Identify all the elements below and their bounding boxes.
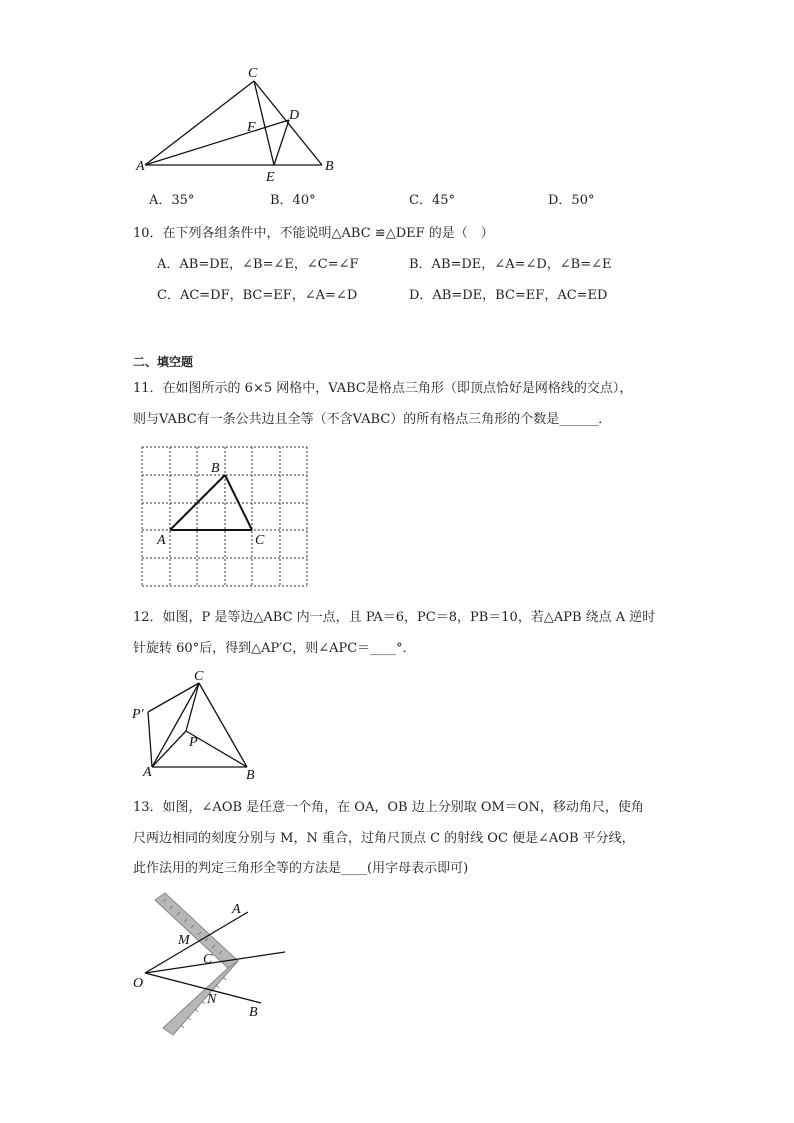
q13-line1: 13．如图，∠AOB 是任意一个角，在 OA，OB 边上分别取 OM＝ON，移动角尺，使角 bbox=[133, 800, 644, 815]
q9-label-e: E bbox=[266, 170, 275, 185]
q11-label-b: B bbox=[211, 461, 220, 476]
q12-label-p: P bbox=[189, 735, 198, 750]
q11-line1: 11．在如图所示的 6×5 网格中，VABC是格点三角形（即顶点恰好是网格线的交点）， bbox=[133, 381, 633, 396]
q9-option-b: B．40° bbox=[270, 193, 316, 208]
q10-option-c: C．AC=DF，BC=EF，∠A=∠D bbox=[157, 288, 358, 303]
q13-line3: 此作法用的判定三角形全等的方法是____(用字母表示即可) bbox=[133, 861, 469, 876]
ruler-upper-arm bbox=[155, 893, 238, 968]
q10-option-b: B．AB=DE，∠A=∠D，∠B=∠E bbox=[409, 257, 612, 272]
ruler-lower-arm bbox=[163, 961, 238, 1035]
q10-option-d: D．AB=DE，BC=EF，AC=ED bbox=[409, 288, 608, 303]
q9-label-a: A bbox=[136, 159, 145, 174]
q13-label-o: O bbox=[133, 976, 144, 991]
q9-option-d: D．50° bbox=[548, 193, 595, 208]
q9-option-c: C．45° bbox=[409, 193, 455, 208]
q12-label-c: C bbox=[194, 669, 204, 684]
q10-stem: 10．在下列各组条件中，不能说明△ABC ≌△DEF 的是（ ） bbox=[133, 226, 494, 241]
q13-label-a: A bbox=[232, 902, 241, 917]
section-title: 二、填空题 bbox=[133, 355, 194, 369]
q10-option-a: A．AB=DE，∠B=∠E，∠C=∠F bbox=[157, 257, 359, 272]
q11-label-a: A bbox=[157, 533, 166, 548]
q13-label-b: B bbox=[249, 1005, 258, 1020]
q9-option-a: A．35° bbox=[149, 193, 195, 208]
q13-label-n: N bbox=[207, 992, 217, 1007]
q13-line2: 尺两边相同的刻度分别与 M，N 重合，过角尺顶点 C 的射线 OC 便是∠AOB 平分线， bbox=[133, 831, 635, 846]
q12-label-p-prime: P′ bbox=[132, 707, 144, 722]
q9-label-b: B bbox=[325, 159, 334, 174]
q12-label-b: B bbox=[246, 768, 255, 783]
q12-line1: 12．如图，P 是等边△ABC 内一点，且 PA＝6，PC＝8，PB＝10，若△APB 绕点 A 逆时 bbox=[133, 610, 656, 625]
q12-line2: 针旋转 60°后，得到△AP′C，则∠APC＝____°． bbox=[133, 641, 416, 656]
q11-line2: 则与VABC有一条公共边且全等（不含VABC）的所有格点三角形的个数是______． bbox=[133, 412, 612, 427]
q9-label-f: F bbox=[247, 120, 256, 135]
q11-label-c: C bbox=[255, 533, 265, 548]
q9-label-c: C bbox=[248, 66, 258, 81]
q9-label-d: D bbox=[289, 108, 300, 123]
q13-label-m: M bbox=[178, 933, 190, 948]
q12-label-a: A bbox=[143, 765, 152, 780]
q13-label-c: C bbox=[203, 952, 213, 967]
